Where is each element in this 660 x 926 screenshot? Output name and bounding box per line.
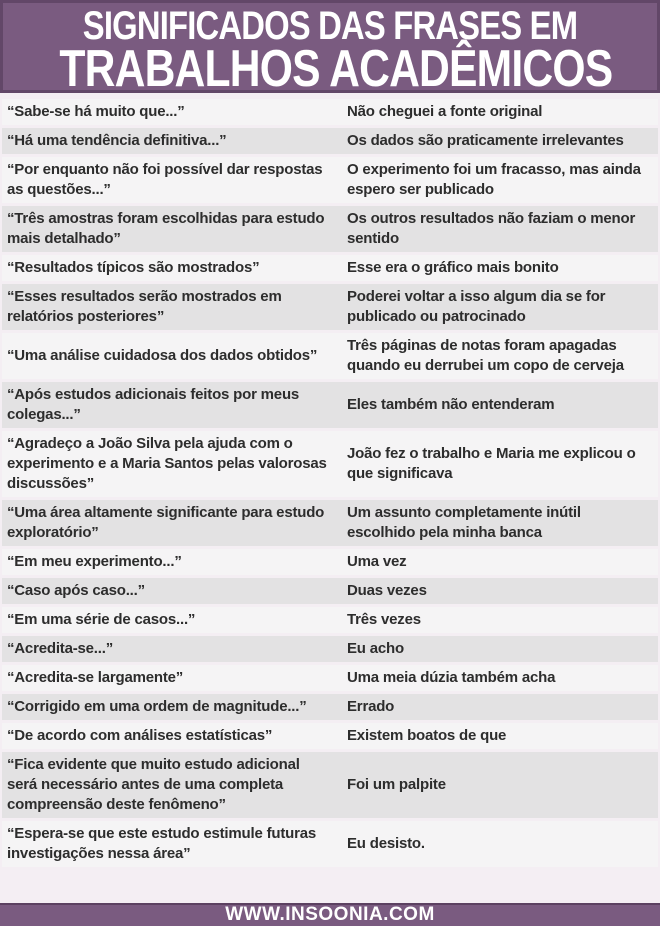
phrase-cell: “Sabe-se há muito que...” xyxy=(7,103,185,120)
phrase-cell: “Caso após caso...” xyxy=(7,582,145,599)
title-line-2: TRABALHOS ACADÊMICOS xyxy=(59,40,613,98)
meaning-cell: Duas vezes xyxy=(347,582,427,599)
phrase-cell: “Fica evidente que muito estudo adicional será necessário antes de uma completa compreensão deste fenômeno” xyxy=(7,756,300,813)
table-row xyxy=(2,157,658,203)
meaning-cell: O experimento foi um fracasso, mas ainda espero ser publicado xyxy=(347,161,641,198)
meaning-cell: Três vezes xyxy=(347,611,421,628)
title-line-1: SIGNIFICADOS DAS FRASES EM xyxy=(82,4,578,48)
table-row xyxy=(2,665,658,691)
phrase-cell: “Resultados típicos são mostrados” xyxy=(7,259,260,276)
table-row xyxy=(2,694,658,720)
meaning-cell: Esse era o gráfico mais bonito xyxy=(347,259,559,276)
meaning-cell: Uma vez xyxy=(347,553,407,570)
meaning-cell: Não cheguei a fonte original xyxy=(347,103,543,120)
phrase-cell: “Em uma série de casos...” xyxy=(7,611,196,628)
meaning-cell: Os dados são praticamente irrelevantes xyxy=(347,132,624,149)
phrase-cell: “Uma área altamente significante para estudo exploratório” xyxy=(7,504,325,541)
table-row xyxy=(2,578,658,604)
meaning-cell: Uma meia dúzia também acha xyxy=(347,669,556,686)
meaning-cell: Os outros resultados não faziam o menor sentido xyxy=(347,210,636,247)
meaning-cell: Errado xyxy=(347,698,395,715)
meaning-cell: Eu desisto. xyxy=(347,835,425,852)
table-row xyxy=(2,382,658,428)
table-row xyxy=(2,333,658,379)
table-row xyxy=(2,99,658,125)
phrase-cell: “Agradeço a João Silva pela ajuda com o experimento e a Maria Santos pelas valorosas discussões” xyxy=(7,435,327,492)
meaning-cell: João fez o trabalho e Maria me explicou o que significava xyxy=(347,445,636,482)
table-row xyxy=(2,636,658,662)
meaning-cell: Poderei voltar a isso algum dia se for publicado ou patrocinado xyxy=(347,288,606,325)
phrase-cell: “Em meu experimento...” xyxy=(7,553,182,570)
footer-bar xyxy=(0,903,660,926)
header-banner xyxy=(0,0,660,98)
meaning-cell: Um assunto completamente inútil escolhido pela minha banca xyxy=(347,504,581,541)
phrase-cell: “Há uma tendência definitiva...” xyxy=(7,132,227,149)
table-row xyxy=(2,821,658,867)
phrase-cell: “Acredita-se...” xyxy=(7,640,114,657)
website-url: WWW.INSOONIA.COM xyxy=(225,904,435,925)
phrase-cell: “Uma análise cuidadosa dos dados obtidos” xyxy=(7,347,318,364)
meaning-cell: Foi um palpite xyxy=(347,776,446,793)
phrase-cell: “De acordo com análises estatísticas” xyxy=(7,727,273,744)
meaning-cell: Eles também não entenderam xyxy=(347,396,555,413)
phrase-cell: “Por enquanto não foi possível dar respostas as questões...” xyxy=(7,161,323,198)
table-row xyxy=(2,752,658,818)
table-row xyxy=(2,723,658,749)
table-row xyxy=(2,255,658,281)
table-row xyxy=(2,549,658,575)
table-row xyxy=(2,431,658,497)
meaning-cell: Três páginas de notas foram apagadas quando eu derrubei um copo de cerveja xyxy=(347,337,624,374)
table-row xyxy=(2,284,658,330)
meaning-cell: Eu acho xyxy=(347,640,404,657)
phrase-cell: “Corrigido em uma ordem de magnitude...” xyxy=(7,698,307,715)
phrase-cell: “Três amostras foram escolhidas para estudo mais detalhado” xyxy=(7,210,325,247)
phrase-cell: “Espera-se que este estudo estimule futuras investigações nessa área” xyxy=(7,825,317,862)
phrase-cell: “Após estudos adicionais feitos por meus colegas...” xyxy=(7,386,300,423)
table-row xyxy=(2,206,658,252)
phrase-cell: “Esses resultados serão mostrados em relatórios posteriores” xyxy=(7,288,282,325)
table-row xyxy=(2,128,658,154)
table-row xyxy=(2,607,658,633)
meaning-cell: Existem boatos de que xyxy=(347,727,507,744)
phrases-table xyxy=(0,99,660,903)
phrase-cell: “Acredita-se largamente” xyxy=(7,669,184,686)
table-row xyxy=(2,500,658,546)
